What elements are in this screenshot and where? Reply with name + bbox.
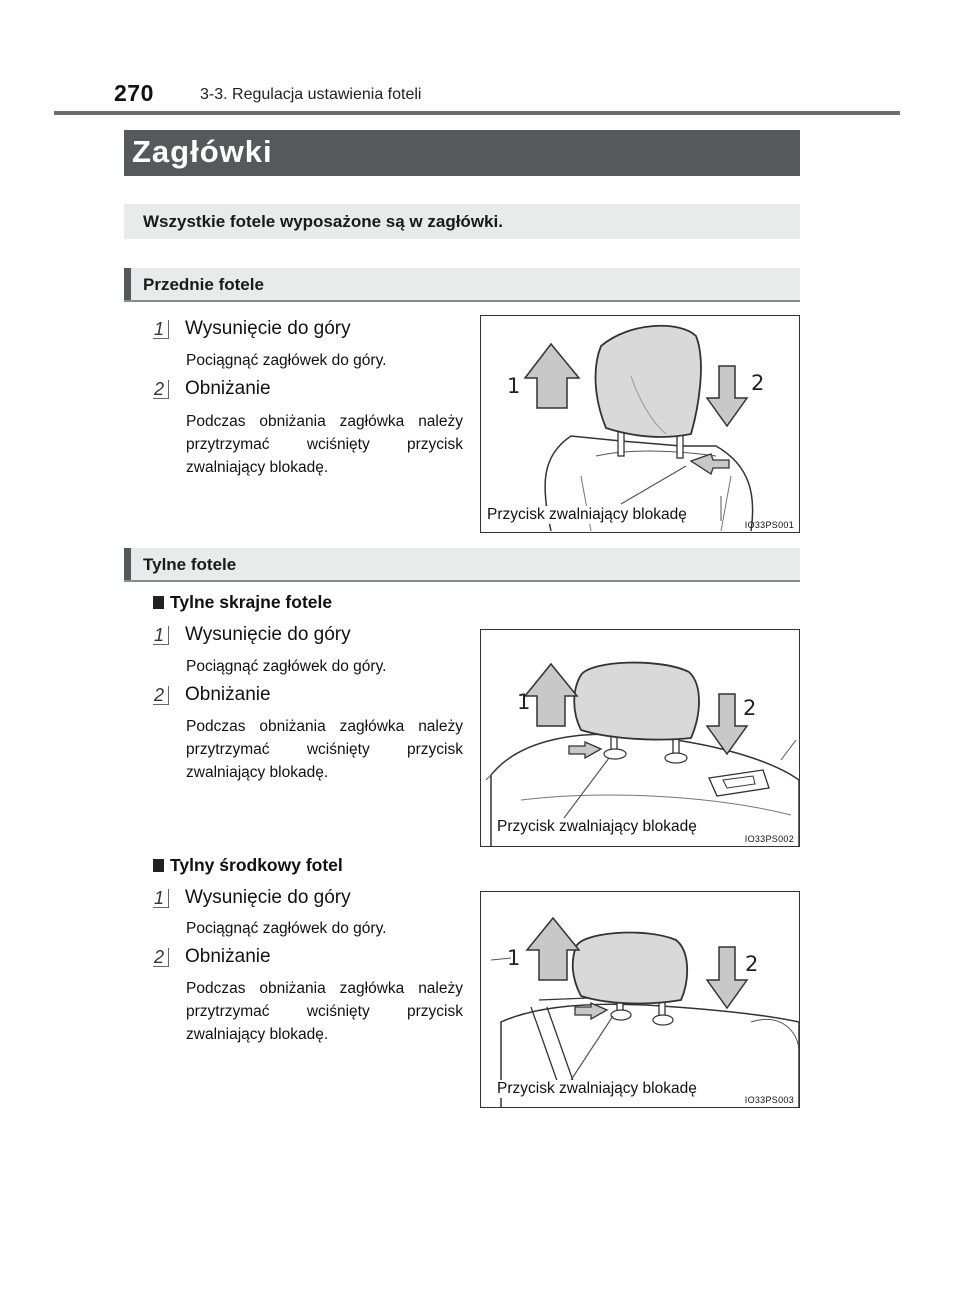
step-description: Podczas obniżania zagłówka należy przytrzymać wciśnięty przycisk zwalniający blokadę. xyxy=(186,980,463,1043)
step-description: Pociągnąć zagłówek do góry. xyxy=(186,658,387,675)
figure-callout-2: 2 xyxy=(743,696,757,720)
figure-label: Przycisk zwalniający blokadę xyxy=(497,1080,697,1097)
rear-center-headrest-illustration xyxy=(481,892,800,1108)
rear-outer-headrest-illustration xyxy=(481,630,800,847)
rear-outer-heading xyxy=(153,592,332,613)
figure-code: IO33PS001 xyxy=(744,520,794,530)
rear-seats-heading-bar xyxy=(124,548,800,582)
step-description: Pociągnąć zagłówek do góry. xyxy=(186,352,387,369)
front-headrest-figure xyxy=(480,315,800,533)
figure-callout-1: 1 xyxy=(517,690,531,714)
rear-seats-heading: Tylne fotele xyxy=(143,555,237,574)
bullet-square-icon xyxy=(153,859,164,872)
figure-callout-2: 2 xyxy=(751,371,765,395)
intro-bar xyxy=(124,204,800,239)
rear-outer-heading-text: Tylne skrajne fotele xyxy=(170,592,333,612)
rear-center-headrest-figure xyxy=(480,891,800,1108)
rear-center-heading-text: Tylny środkowy fotel xyxy=(170,855,343,875)
step-number: 2 xyxy=(153,686,169,705)
front-seats-heading: Przednie fotele xyxy=(143,275,264,294)
section-breadcrumb: 3-3. Regulacja ustawienia foteli xyxy=(200,86,422,103)
figure-callout-1: 1 xyxy=(507,946,521,970)
header-divider xyxy=(54,111,900,115)
step-title: Obniżanie xyxy=(185,378,271,399)
front-headrest-illustration xyxy=(481,316,800,533)
figure-label: Przycisk zwalniający blokadę xyxy=(497,818,697,835)
step-number: 1 xyxy=(153,626,169,645)
step-description: Podczas obniżania zagłówka należy przytrzymać wciśnięty przycisk zwalniający blokadę. xyxy=(186,413,463,476)
figure-callout-1: 1 xyxy=(507,374,521,398)
step-title: Wysunięcie do góry xyxy=(185,624,351,645)
page-title: Zagłówki xyxy=(132,134,273,169)
intro-text: Wszystkie fotele wyposażone są w zagłówki. xyxy=(143,212,503,231)
figure-callout-2: 2 xyxy=(745,952,759,976)
step-number: 1 xyxy=(153,889,169,908)
page-number: 270 xyxy=(114,80,154,106)
step-number: 2 xyxy=(153,380,169,399)
bullet-square-icon xyxy=(153,596,164,609)
figure-code: IO33PS002 xyxy=(744,834,794,844)
step-description: Podczas obniżania zagłówka należy przytrzymać wciśnięty przycisk zwalniający blokadę. xyxy=(186,718,463,781)
step-number: 1 xyxy=(153,320,169,339)
rear-outer-headrest-figure xyxy=(480,629,800,847)
step-number: 2 xyxy=(153,948,169,967)
step-title: Obniżanie xyxy=(185,946,271,967)
rear-center-heading xyxy=(153,855,343,876)
step-description: Pociągnąć zagłówek do góry. xyxy=(186,920,387,937)
step-title: Wysunięcie do góry xyxy=(185,318,351,339)
front-seats-heading-bar xyxy=(124,268,800,302)
step-title: Obniżanie xyxy=(185,684,271,705)
figure-code: IO33PS003 xyxy=(744,1095,794,1105)
page-title-bar xyxy=(124,130,800,176)
step-title: Wysunięcie do góry xyxy=(185,887,351,908)
figure-label: Przycisk zwalniający blokadę xyxy=(487,506,687,523)
